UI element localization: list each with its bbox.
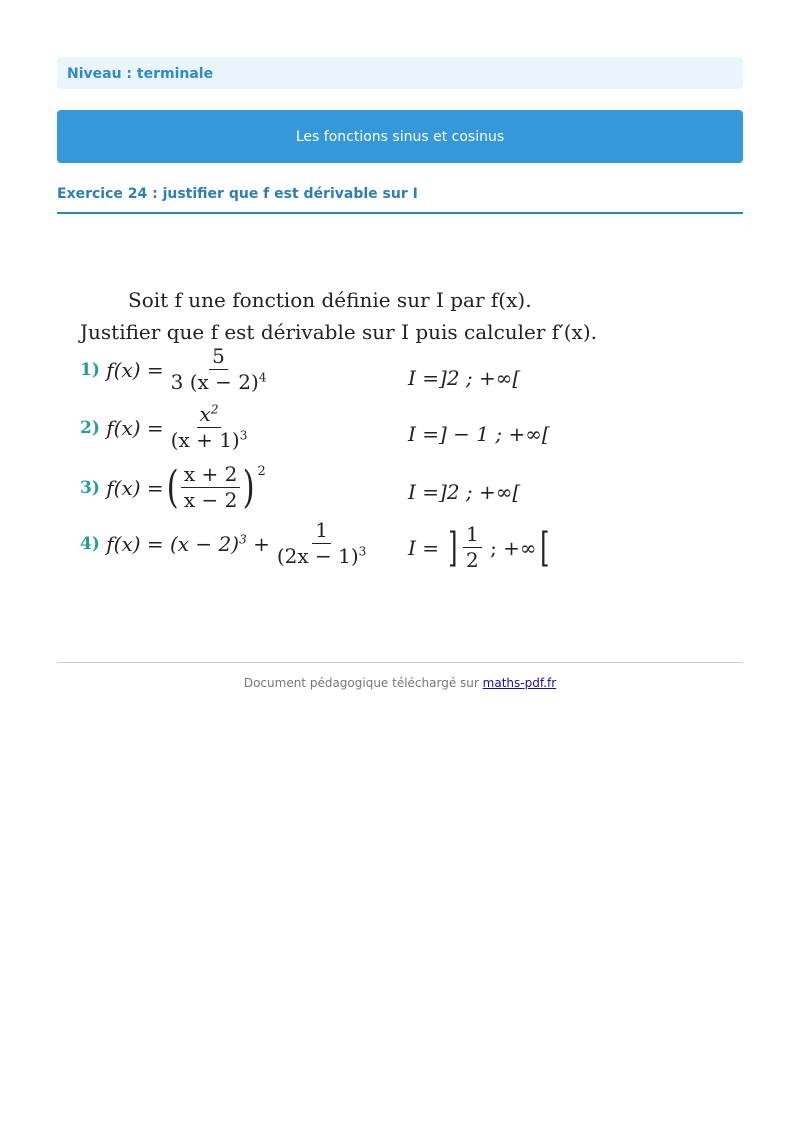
item-lhs: $f(x) = (x - 2)^3$ <box>106 531 247 556</box>
chapter-banner <box>57 110 743 163</box>
item-lhs: f(x) = <box>106 415 164 440</box>
item-3 <box>80 461 266 513</box>
statement-line-1: Soit f une fonction définie sur I par f(x). <box>128 288 532 312</box>
plus-sign: + <box>253 531 270 556</box>
denominator: $(2x - 1)^3$ <box>276 544 367 568</box>
fraction <box>274 520 369 567</box>
item-2-interval: I =] − 1 ; +∞[ <box>408 422 550 446</box>
item-3-interval: I =]2 ; +∞[ <box>408 480 521 504</box>
item-1-interval: I =]2 ; +∞[ <box>408 366 521 390</box>
item-number: 4) <box>80 533 100 554</box>
item-4-interval: I = ] $\frac{1}{2}$ ; +∞ [ <box>408 522 550 572</box>
denominator: 3 $(x - 2)^4$ <box>170 370 267 394</box>
level-label: Niveau : terminale <box>57 57 743 89</box>
outer-exponent: 2 <box>257 464 266 479</box>
right-paren: ) <box>242 461 255 513</box>
interval-fraction: $\frac{1}{2}$ <box>463 524 482 571</box>
footer <box>57 676 743 690</box>
chapter-title: Les fonctions sinus et cosinus <box>295 128 505 145</box>
left-paren: ( <box>166 461 179 513</box>
right-bracket: [ <box>539 524 550 571</box>
footer-divider <box>57 662 743 663</box>
exercise-title: Exercice 24 : justifier que f est dérivable sur I <box>57 186 743 214</box>
item-4 <box>80 520 373 567</box>
footer-link[interactable]: maths-pdf.fr <box>482 676 557 690</box>
fraction <box>181 464 240 511</box>
numerator: 1 <box>312 520 331 544</box>
item-1 <box>80 346 273 393</box>
item-lhs: f(x) = <box>106 357 164 382</box>
left-bracket: ] <box>448 524 458 571</box>
item-number: 2) <box>80 417 100 438</box>
footer-text: Document pédagogique téléchargé sur <box>243 676 479 690</box>
numerator: 5 <box>209 346 228 370</box>
statement-line-2: Justifier que f est dérivable sur I puis calculer f′(x). <box>80 320 597 344</box>
numerator: x + 2 <box>181 464 240 488</box>
numerator: $x^2$ <box>197 404 222 428</box>
item-number: 1) <box>80 359 100 380</box>
fraction <box>168 404 251 451</box>
fraction <box>168 346 270 393</box>
item-number: 3) <box>80 477 100 498</box>
exercise-statement <box>78 282 598 582</box>
denominator: x − 2 <box>183 488 238 512</box>
item-2 <box>80 404 254 451</box>
denominator: $(x + 1)^3$ <box>170 428 248 452</box>
item-lhs: f(x) = <box>106 475 164 500</box>
